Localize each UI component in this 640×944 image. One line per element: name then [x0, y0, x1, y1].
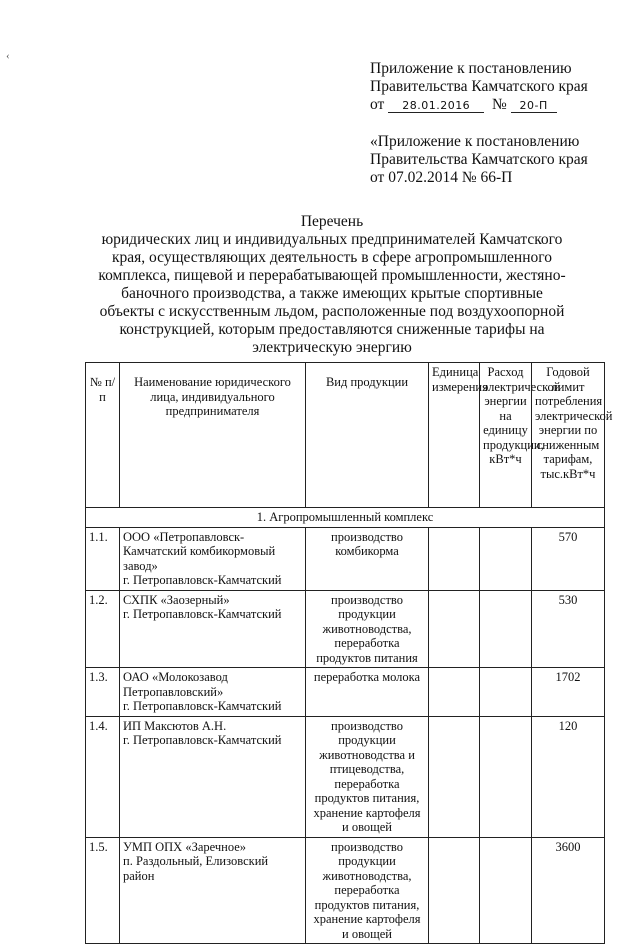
row-unit [429, 590, 480, 668]
row-limit: 570 [532, 527, 605, 590]
header-unit: Единица измерения [429, 363, 480, 508]
row-name: СХПК «Заозерный» [123, 592, 230, 607]
row-unit [429, 668, 480, 717]
row-limit: 120 [532, 716, 605, 837]
row-unit [429, 716, 480, 837]
header-limit: Годовой лимит потребления электрической энергии по сниженным тарифам, тыс.кВт*ч [532, 363, 605, 508]
header-name: Наименование юридического лица, индивидуального предпринимателя [120, 363, 306, 508]
row-consumption [480, 716, 532, 837]
row-product: производство комбикорма [306, 527, 429, 590]
row-name-cell [120, 590, 306, 668]
enterprises-table [85, 362, 613, 944]
row-name-cell [120, 527, 306, 590]
row-name: ИП Максютов А.Н. [123, 718, 227, 733]
row-name-cell [120, 716, 306, 837]
page-edge-mark: ‹ [6, 50, 10, 62]
table-header-row [86, 363, 605, 508]
title-heading: Перечень [300, 213, 364, 230]
row-num: 1.5. [86, 837, 120, 944]
header-product: Вид продукции [306, 363, 429, 508]
row-city: г. Петропавловск-Камчатский [123, 573, 282, 587]
row-consumption [480, 527, 532, 590]
row-product: переработка молока [306, 668, 429, 717]
original-appendix-line-1: «Приложение к постановлению [370, 133, 580, 150]
appendix-line-2: Правительства Камчатского края [370, 78, 588, 95]
appendix-number-label: № [491, 96, 507, 113]
row-name-cell [120, 668, 306, 717]
row-num: 1.4. [86, 716, 120, 837]
row-product: производство продукции животноводства, переработка продуктов питания, хранение картофеля и овощей [306, 837, 429, 944]
original-appendix-line-2: Правительства Камчатского края [370, 151, 588, 168]
row-num: 1.1. [86, 527, 120, 590]
header-consumption: Расход электрической энергии на единицу продукции, кВт*ч [480, 363, 532, 508]
appendix-line-1: Приложение к постановлению [370, 60, 572, 77]
row-limit: 1702 [532, 668, 605, 717]
row-name-cell [120, 837, 306, 944]
row-product: производство продукции животноводства, переработка продуктов питания [306, 590, 429, 668]
row-consumption [480, 837, 532, 944]
row-city: п. Раздольный, Елизовский район [123, 854, 269, 883]
table-row [86, 590, 605, 668]
table-row [86, 716, 605, 837]
appendix-date-line [370, 96, 588, 114]
document-title [92, 213, 572, 357]
appendix-from-label: от [370, 96, 385, 113]
original-appendix-block [370, 133, 588, 187]
header-num: № п/п [86, 363, 120, 508]
row-unit [429, 837, 480, 944]
original-appendix-line-3: от 07.02.2014 № 66-П [370, 169, 513, 186]
row-limit: 3600 [532, 837, 605, 944]
row-consumption [480, 590, 532, 668]
table-row [86, 527, 605, 590]
appendix-number: 20-П [511, 99, 557, 113]
title-body: юридических лиц и индивидуальных предпринимателей Камчатского края, осуществляющих деятельность в сфере агропромышленного комплекса, пищевой и перерабатывающей промышленности, жестяно-баночного производства, а также имеющих крытые спортивные объекты с искусственным льдом, расположенные под воздухоопорной конструкцией, которым предоставляются сниженные тарифы на электрическую энергию [98, 231, 566, 356]
row-name: ОАО «Молокозавод Петропавловский» [123, 670, 228, 699]
row-consumption [480, 668, 532, 717]
row-name: ООО «Петропавловск-Камчатский комбикормовый завод» [123, 529, 276, 573]
row-num: 1.3. [86, 668, 120, 717]
row-unit [429, 527, 480, 590]
section-title: 1. Агропромышленный комплекс [86, 508, 605, 528]
row-limit: 530 [532, 590, 605, 668]
row-name: УМП ОПХ «Заречное» [123, 839, 247, 854]
appendix-block [370, 60, 588, 114]
row-city: г. Петропавловск-Камчатский [123, 607, 282, 621]
table-row [86, 668, 605, 717]
section-row [86, 508, 605, 528]
row-product: производство продукции животноводства и птицеводства, переработка продуктов питания, хранение картофеля и овощей [306, 716, 429, 837]
appendix-date: 28.01.2016 [388, 99, 484, 113]
row-city: г. Петропавловск-Камчатский [123, 733, 282, 747]
table-row [86, 837, 605, 944]
row-city: г. Петропавловск-Камчатский [123, 699, 282, 713]
row-num: 1.2. [86, 590, 120, 668]
